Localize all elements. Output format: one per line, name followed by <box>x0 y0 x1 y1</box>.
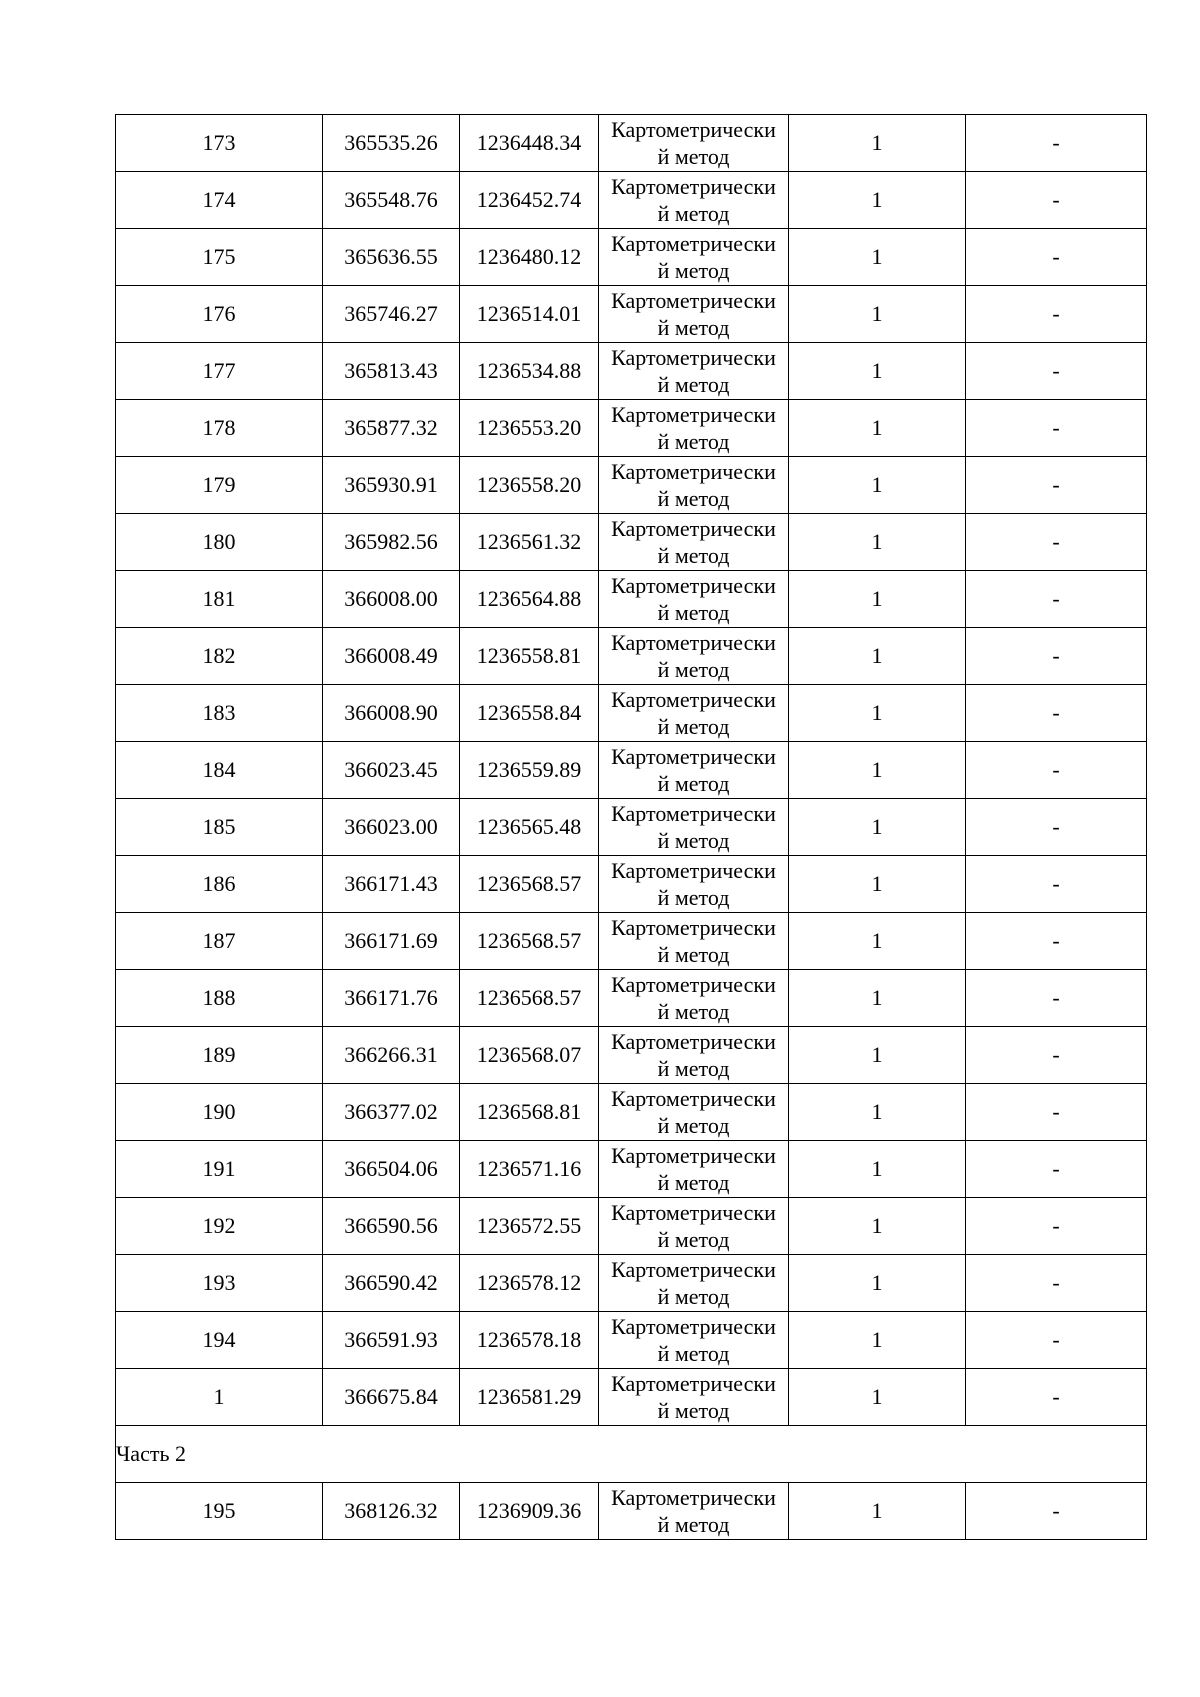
table-row <box>116 343 1147 400</box>
y-coordinate-cell: 1236480.12 <box>460 229 599 286</box>
method-cell <box>599 628 789 685</box>
y-coordinate-cell: 1236568.57 <box>460 856 599 913</box>
accuracy-cell: 1 <box>789 1312 966 1369</box>
y-coordinate-cell: 1236568.07 <box>460 1027 599 1084</box>
y-coordinate-cell: 1236514.01 <box>460 286 599 343</box>
method-text-line-1: Картометрически <box>611 174 776 199</box>
method-cell <box>599 457 789 514</box>
point-number-cell: 187 <box>116 913 323 970</box>
y-coordinate-cell: 1236568.57 <box>460 913 599 970</box>
table-row <box>116 799 1147 856</box>
accuracy-cell: 1 <box>789 286 966 343</box>
table-row <box>116 115 1147 172</box>
point-number-cell: 191 <box>116 1141 323 1198</box>
note-cell: - <box>966 457 1147 514</box>
y-coordinate-cell: 1236568.57 <box>460 970 599 1027</box>
accuracy-cell: 1 <box>789 400 966 457</box>
x-coordinate-cell: 365982.56 <box>323 514 460 571</box>
table-row <box>116 685 1147 742</box>
note-cell: - <box>966 1027 1147 1084</box>
y-coordinate-cell: 1236571.16 <box>460 1141 599 1198</box>
x-coordinate-cell: 366591.93 <box>323 1312 460 1369</box>
x-coordinate-cell: 365930.91 <box>323 457 460 514</box>
note-cell: - <box>966 571 1147 628</box>
point-number-cell: 186 <box>116 856 323 913</box>
x-coordinate-cell: 366023.45 <box>323 742 460 799</box>
y-coordinate-cell: 1236452.74 <box>460 172 599 229</box>
method-text-line-2: й метод <box>657 657 730 682</box>
y-coordinate-cell: 1236559.89 <box>460 742 599 799</box>
method-text-line-2: й метод <box>657 1227 730 1252</box>
x-coordinate-cell: 366590.42 <box>323 1255 460 1312</box>
y-coordinate-cell: 1236578.12 <box>460 1255 599 1312</box>
accuracy-cell: 1 <box>789 457 966 514</box>
y-coordinate-cell: 1236534.88 <box>460 343 599 400</box>
y-coordinate-cell: 1236448.34 <box>460 115 599 172</box>
note-cell: - <box>966 1141 1147 1198</box>
method-text-line-1: Картометрически <box>611 687 776 712</box>
method-text-line-2: й метод <box>657 1113 730 1138</box>
accuracy-cell: 1 <box>789 229 966 286</box>
method-text-line-1: Картометрически <box>611 1485 776 1510</box>
y-coordinate-cell: 1236553.20 <box>460 400 599 457</box>
point-number-cell: 1 <box>116 1369 323 1426</box>
x-coordinate-cell: 366675.84 <box>323 1369 460 1426</box>
method-text-line-1: Картометрически <box>611 1086 776 1111</box>
note-cell: - <box>966 343 1147 400</box>
method-text-line-2: й метод <box>657 885 730 910</box>
method-text-line-2: й метод <box>657 600 730 625</box>
method-text-line-2: й метод <box>657 771 730 796</box>
accuracy-cell: 1 <box>789 685 966 742</box>
method-text-line-1: Картометрически <box>611 288 776 313</box>
method-cell <box>599 1255 789 1312</box>
method-text-line-2: й метод <box>657 315 730 340</box>
x-coordinate-cell: 366377.02 <box>323 1084 460 1141</box>
point-number-cell: 176 <box>116 286 323 343</box>
method-text-line-2: й метод <box>657 543 730 568</box>
method-text-line-1: Картометрически <box>611 801 776 826</box>
table-row <box>116 172 1147 229</box>
x-coordinate-cell: 366171.76 <box>323 970 460 1027</box>
method-text-line-2: й метод <box>657 828 730 853</box>
method-text-line-2: й метод <box>657 258 730 283</box>
note-cell: - <box>966 514 1147 571</box>
table-row <box>116 1483 1147 1540</box>
point-number-cell: 185 <box>116 799 323 856</box>
accuracy-cell: 1 <box>789 970 966 1027</box>
accuracy-cell: 1 <box>789 115 966 172</box>
note-cell: - <box>966 856 1147 913</box>
x-coordinate-cell: 368126.32 <box>323 1483 460 1540</box>
section-row <box>116 1426 1147 1483</box>
method-cell <box>599 115 789 172</box>
method-text-line-2: й метод <box>657 144 730 169</box>
note-cell: - <box>966 286 1147 343</box>
accuracy-cell: 1 <box>789 571 966 628</box>
accuracy-cell: 1 <box>789 1255 966 1312</box>
note-cell: - <box>966 742 1147 799</box>
point-number-cell: 181 <box>116 571 323 628</box>
method-cell <box>599 1483 789 1540</box>
x-coordinate-cell: 366171.69 <box>323 913 460 970</box>
x-coordinate-cell: 365548.76 <box>323 172 460 229</box>
point-number-cell: 173 <box>116 115 323 172</box>
point-number-cell: 188 <box>116 970 323 1027</box>
table-row <box>116 514 1147 571</box>
method-cell <box>599 1312 789 1369</box>
note-cell: - <box>966 400 1147 457</box>
point-number-cell: 182 <box>116 628 323 685</box>
y-coordinate-cell: 1236568.81 <box>460 1084 599 1141</box>
table-row <box>116 742 1147 799</box>
table-row <box>116 1141 1147 1198</box>
method-text-line-1: Картометрически <box>611 117 776 142</box>
method-text-line-2: й метод <box>657 486 730 511</box>
note-cell: - <box>966 685 1147 742</box>
note-cell: - <box>966 1255 1147 1312</box>
accuracy-cell: 1 <box>789 742 966 799</box>
point-number-cell: 195 <box>116 1483 323 1540</box>
y-coordinate-cell: 1236581.29 <box>460 1369 599 1426</box>
accuracy-cell: 1 <box>789 1084 966 1141</box>
point-number-cell: 178 <box>116 400 323 457</box>
method-cell <box>599 1141 789 1198</box>
table-row <box>116 913 1147 970</box>
method-text-line-2: й метод <box>657 714 730 739</box>
accuracy-cell: 1 <box>789 856 966 913</box>
method-text-line-1: Картометрически <box>611 402 776 427</box>
table-row <box>116 1198 1147 1255</box>
y-coordinate-cell: 1236558.81 <box>460 628 599 685</box>
note-cell: - <box>966 229 1147 286</box>
y-coordinate-cell: 1236561.32 <box>460 514 599 571</box>
method-text-line-1: Картометрически <box>611 231 776 256</box>
note-cell: - <box>966 1483 1147 1540</box>
y-coordinate-cell: 1236909.36 <box>460 1483 599 1540</box>
table-row <box>116 856 1147 913</box>
y-coordinate-cell: 1236564.88 <box>460 571 599 628</box>
method-cell <box>599 571 789 628</box>
method-text-line-1: Картометрически <box>611 345 776 370</box>
method-text-line-1: Картометрически <box>611 573 776 598</box>
method-text-line-1: Картометрически <box>611 972 776 997</box>
method-cell <box>599 799 789 856</box>
method-text-line-1: Картометрически <box>611 858 776 883</box>
note-cell: - <box>966 115 1147 172</box>
x-coordinate-cell: 366590.56 <box>323 1198 460 1255</box>
point-number-cell: 175 <box>116 229 323 286</box>
method-text-line-1: Картометрически <box>611 1029 776 1054</box>
note-cell: - <box>966 172 1147 229</box>
x-coordinate-cell: 366008.49 <box>323 628 460 685</box>
table-row <box>116 1312 1147 1369</box>
method-cell <box>599 913 789 970</box>
section-label: Часть 2 <box>116 1426 1147 1483</box>
table-row <box>116 970 1147 1027</box>
method-cell <box>599 1084 789 1141</box>
table-row <box>116 400 1147 457</box>
accuracy-cell: 1 <box>789 913 966 970</box>
method-cell <box>599 856 789 913</box>
method-text-line-1: Картометрически <box>611 1143 776 1168</box>
x-coordinate-cell: 366008.90 <box>323 685 460 742</box>
x-coordinate-cell: 366266.31 <box>323 1027 460 1084</box>
method-cell <box>599 1369 789 1426</box>
method-text-line-1: Картометрически <box>611 516 776 541</box>
point-number-cell: 183 <box>116 685 323 742</box>
method-cell <box>599 400 789 457</box>
method-text-line-1: Картометрически <box>611 1314 776 1339</box>
method-cell <box>599 172 789 229</box>
note-cell: - <box>966 1084 1147 1141</box>
method-text-line-1: Картометрически <box>611 744 776 769</box>
x-coordinate-cell: 366504.06 <box>323 1141 460 1198</box>
method-text-line-1: Картометрически <box>611 1257 776 1282</box>
method-cell <box>599 514 789 571</box>
method-cell <box>599 343 789 400</box>
note-cell: - <box>966 1312 1147 1369</box>
note-cell: - <box>966 913 1147 970</box>
note-cell: - <box>966 628 1147 685</box>
point-number-cell: 190 <box>116 1084 323 1141</box>
table-row <box>116 286 1147 343</box>
point-number-cell: 174 <box>116 172 323 229</box>
method-text-line-2: й метод <box>657 999 730 1024</box>
accuracy-cell: 1 <box>789 343 966 400</box>
point-number-cell: 177 <box>116 343 323 400</box>
note-cell: - <box>966 970 1147 1027</box>
point-number-cell: 180 <box>116 514 323 571</box>
note-cell: - <box>966 799 1147 856</box>
x-coordinate-cell: 365746.27 <box>323 286 460 343</box>
method-text-line-2: й метод <box>657 201 730 226</box>
table-row <box>116 1255 1147 1312</box>
point-number-cell: 189 <box>116 1027 323 1084</box>
table-row <box>116 1027 1147 1084</box>
method-cell <box>599 685 789 742</box>
accuracy-cell: 1 <box>789 172 966 229</box>
note-cell: - <box>966 1369 1147 1426</box>
method-text-line-1: Картометрически <box>611 630 776 655</box>
table-row <box>116 571 1147 628</box>
method-text-line-1: Картометрически <box>611 459 776 484</box>
method-cell <box>599 229 789 286</box>
x-coordinate-cell: 366023.00 <box>323 799 460 856</box>
table-row <box>116 1084 1147 1141</box>
method-text-line-2: й метод <box>657 1512 730 1537</box>
x-coordinate-cell: 365535.26 <box>323 115 460 172</box>
method-text-line-2: й метод <box>657 1056 730 1081</box>
x-coordinate-cell: 365636.55 <box>323 229 460 286</box>
method-text-line-1: Картометрически <box>611 915 776 940</box>
coordinates-table <box>115 114 1147 1540</box>
accuracy-cell: 1 <box>789 514 966 571</box>
accuracy-cell: 1 <box>789 1141 966 1198</box>
y-coordinate-cell: 1236565.48 <box>460 799 599 856</box>
y-coordinate-cell: 1236558.84 <box>460 685 599 742</box>
accuracy-cell: 1 <box>789 1483 966 1540</box>
method-text-line-1: Картометрически <box>611 1200 776 1225</box>
method-cell <box>599 286 789 343</box>
table-row <box>116 1369 1147 1426</box>
x-coordinate-cell: 366171.43 <box>323 856 460 913</box>
method-text-line-2: й метод <box>657 1398 730 1423</box>
method-cell <box>599 742 789 799</box>
point-number-cell: 193 <box>116 1255 323 1312</box>
method-text-line-2: й метод <box>657 1284 730 1309</box>
method-cell <box>599 970 789 1027</box>
y-coordinate-cell: 1236572.55 <box>460 1198 599 1255</box>
accuracy-cell: 1 <box>789 1198 966 1255</box>
point-number-cell: 184 <box>116 742 323 799</box>
y-coordinate-cell: 1236558.20 <box>460 457 599 514</box>
method-text-line-1: Картометрически <box>611 1371 776 1396</box>
x-coordinate-cell: 365813.43 <box>323 343 460 400</box>
method-cell <box>599 1027 789 1084</box>
method-text-line-2: й метод <box>657 429 730 454</box>
method-text-line-2: й метод <box>657 942 730 967</box>
method-cell <box>599 1198 789 1255</box>
x-coordinate-cell: 366008.00 <box>323 571 460 628</box>
point-number-cell: 194 <box>116 1312 323 1369</box>
table-row <box>116 229 1147 286</box>
y-coordinate-cell: 1236578.18 <box>460 1312 599 1369</box>
accuracy-cell: 1 <box>789 628 966 685</box>
method-text-line-2: й метод <box>657 372 730 397</box>
x-coordinate-cell: 365877.32 <box>323 400 460 457</box>
accuracy-cell: 1 <box>789 1027 966 1084</box>
table-row <box>116 628 1147 685</box>
method-text-line-2: й метод <box>657 1341 730 1366</box>
accuracy-cell: 1 <box>789 1369 966 1426</box>
table-row <box>116 457 1147 514</box>
point-number-cell: 192 <box>116 1198 323 1255</box>
note-cell: - <box>966 1198 1147 1255</box>
accuracy-cell: 1 <box>789 799 966 856</box>
point-number-cell: 179 <box>116 457 323 514</box>
method-text-line-2: й метод <box>657 1170 730 1195</box>
